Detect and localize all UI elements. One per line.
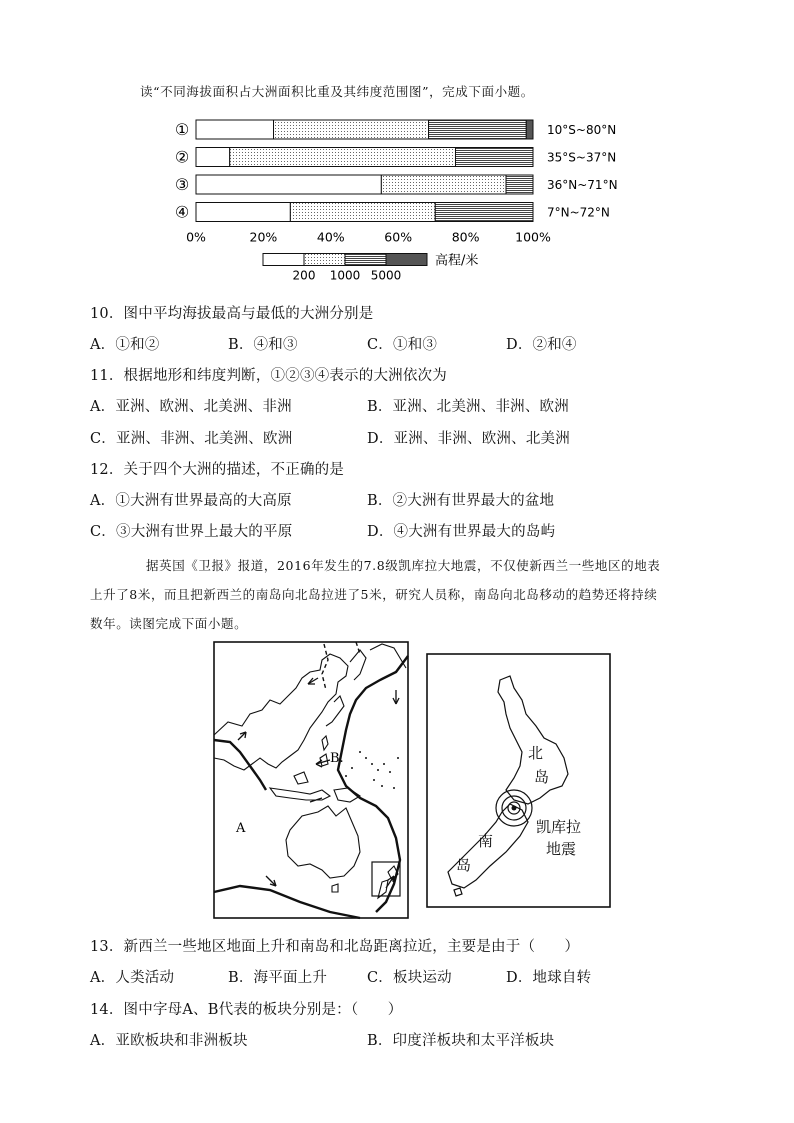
plate-label-b: B. bbox=[330, 751, 344, 766]
altitude-chart bbox=[160, 112, 618, 290]
legend-swatch bbox=[386, 254, 427, 266]
q13-option-a[interactable]: A．人类活动 bbox=[90, 970, 175, 986]
legend-tick-label: 200 bbox=[292, 268, 316, 283]
intro-text-line1: 据英国《卫报》报道，2016年发生的7.8级凯库拉大地震，不仅使新西兰一些地区的地表 bbox=[146, 558, 661, 573]
legend-swatch bbox=[304, 254, 345, 266]
bar-segment-2-3 bbox=[455, 148, 533, 167]
south-island-label-1: 南 bbox=[478, 832, 494, 850]
category-label: ② bbox=[174, 147, 190, 167]
q14-option-a[interactable]: A．亚欧板块和非洲板块 bbox=[90, 1033, 248, 1049]
north-island-label-1: 北 bbox=[528, 744, 544, 762]
x-tick-label: 100% bbox=[515, 229, 551, 245]
latitude-range-label: 10°S~80°N bbox=[547, 123, 617, 137]
intro-text-line2: 上升了8米，而且把新西兰的南岛向北岛拉进了5米，研究人员称，南岛向北岛移动的趋势还将持续 bbox=[90, 587, 658, 602]
q11-option-a[interactable]: A．亚洲、欧洲、北美洲、非洲 bbox=[90, 399, 292, 415]
bar-segment-1-3 bbox=[429, 120, 527, 139]
q12-option-c[interactable]: C．③大洲有世界上最大的平原 bbox=[90, 524, 293, 540]
q10-option-c[interactable]: C．①和③ bbox=[367, 337, 438, 353]
bar-segment-3-1 bbox=[196, 175, 381, 194]
q11-option-c[interactable]: C．亚洲、非洲、北美洲、欧洲 bbox=[90, 431, 293, 447]
category-label: ④ bbox=[174, 202, 190, 222]
intro-text-line3: 数年。读图完成下面小题。 bbox=[90, 616, 248, 631]
intro-text-chart: 读“不同海拔面积占大洲面积比重及其纬度范围图”，完成下面小题。 bbox=[140, 84, 534, 99]
bar-segment-1-4 bbox=[526, 120, 533, 139]
x-tick-label: 40% bbox=[316, 229, 345, 245]
q10-stem: 10．图中平均海拔最高与最低的大洲分别是 bbox=[90, 306, 374, 322]
legend-swatch bbox=[263, 254, 304, 266]
x-tick-label: 20% bbox=[249, 229, 278, 245]
q13-stem: 13．新西兰一些地区地面上升和南岛和北岛距离拉近，主要是由于（ ） bbox=[90, 939, 580, 955]
bar-segment-1-2 bbox=[274, 120, 429, 139]
south-island-label-2: 岛 bbox=[456, 856, 472, 874]
bar-segment-2-2 bbox=[230, 148, 456, 167]
q13-option-b[interactable]: B．海平面上升 bbox=[228, 970, 328, 986]
x-tick-label: 60% bbox=[384, 229, 413, 245]
new-zealand-map-frame bbox=[427, 654, 610, 907]
x-tick-label: 0% bbox=[186, 229, 206, 245]
latitude-range-label: 7°N~72°N bbox=[547, 205, 610, 220]
q12-option-d[interactable]: D．④大洲有世界最大的岛屿 bbox=[367, 524, 556, 540]
q14-stem: 14．图中字母A、B代表的板块分别是：（ ） bbox=[90, 1002, 403, 1018]
q10-option-b[interactable]: B．④和③ bbox=[228, 337, 298, 353]
latitude-range-label: 36°N~71°N bbox=[547, 178, 618, 192]
q12-option-a[interactable]: A．①大洲有世界最高的大高原 bbox=[90, 493, 292, 509]
q11-option-b[interactable]: B．亚洲、北美洲、非洲、欧洲 bbox=[367, 399, 569, 415]
q11-stem: 11．根据地形和纬度判断，①②③④表示的大洲依次为 bbox=[90, 368, 447, 384]
quake-label-1: 凯库拉 bbox=[536, 818, 582, 836]
bar-segment-3-2 bbox=[381, 175, 506, 194]
category-label: ③ bbox=[174, 175, 190, 194]
legend-tick-label: 5000 bbox=[370, 268, 402, 283]
q10-option-d[interactable]: D．②和④ bbox=[506, 337, 577, 353]
bar-segment-3-3 bbox=[506, 175, 533, 194]
plate-label-a: A bbox=[236, 821, 246, 836]
q12-option-b[interactable]: B．②大洲有世界最大的盆地 bbox=[367, 493, 555, 509]
legend-tick-label: 1000 bbox=[329, 268, 361, 283]
q13-option-c[interactable]: C．板块运动 bbox=[367, 970, 452, 986]
x-tick-label: 80% bbox=[451, 229, 480, 245]
latitude-range-label: 35°S~37°N bbox=[547, 150, 617, 165]
q10-option-a[interactable]: A．①和② bbox=[90, 337, 160, 353]
bar-segment-4-2 bbox=[290, 203, 435, 222]
north-island-label-2: 岛 bbox=[534, 768, 550, 786]
q13-option-d[interactable]: D．地球自转 bbox=[506, 970, 592, 986]
legend-unit-label: 高程/米 bbox=[435, 253, 479, 269]
q14-option-b[interactable]: B．印度洋板块和太平洋板块 bbox=[367, 1033, 555, 1049]
q12-stem: 12．关于四个大洲的描述，不正确的是 bbox=[90, 462, 345, 478]
legend-swatch bbox=[345, 254, 386, 266]
bar-segment-4-3 bbox=[435, 203, 533, 222]
quake-label-2: 地震 bbox=[546, 840, 577, 858]
bar-segment-1-1 bbox=[196, 120, 274, 139]
bar-segment-4-1 bbox=[196, 203, 290, 222]
plate-maps bbox=[210, 640, 615, 922]
bar-segment-2-1 bbox=[196, 148, 230, 167]
category-label: ① bbox=[174, 120, 190, 139]
q11-option-d[interactable]: D．亚洲、非洲、欧洲、北美洲 bbox=[367, 431, 570, 447]
